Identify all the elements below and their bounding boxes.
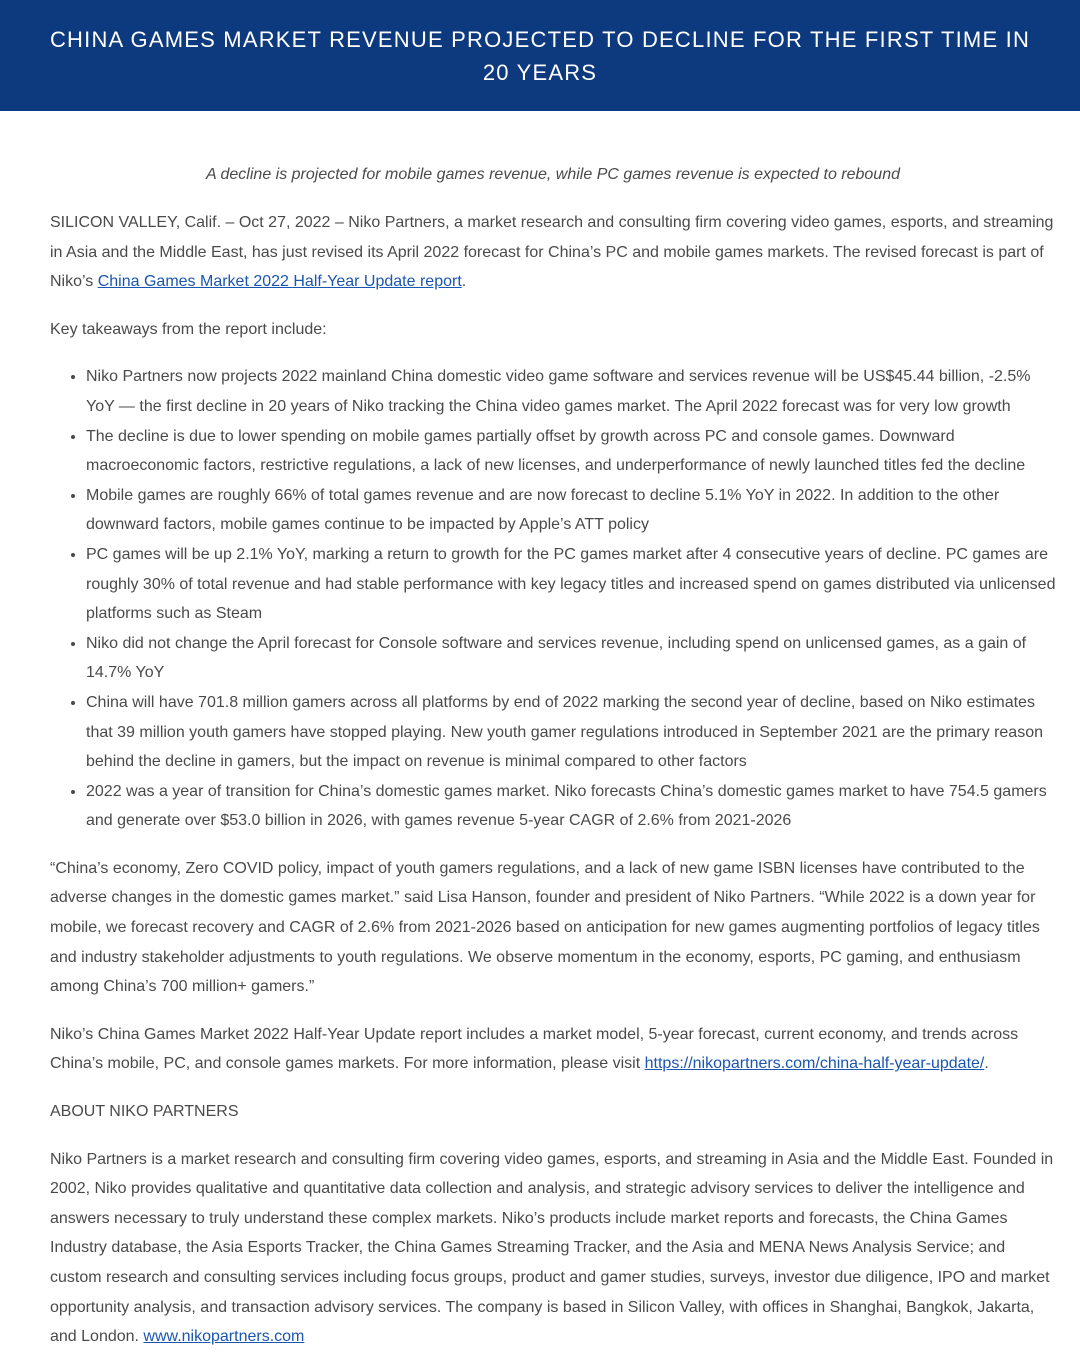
list-item: • PC games will be up 2.1% YoY, marking a return to growth for the PC games market after 4 consecutive years of decline. PC games are roughly 30% of total revenue and had stable performance with key legacy titles and increased spend on games distributed via unlicensed platforms such as Steam xyxy=(86,540,1056,629)
article-body xyxy=(50,160,1056,1370)
report-info-text: Niko’s China Games Market 2022 Half-Year Update report includes a market model, 5-year forecast, current economy, and trends across China’s mobile, PC, and console games markets. For more information, please visit xyxy=(50,1025,1019,1073)
report-link[interactable]: China Games Market 2022 Half-Year Update report xyxy=(97,273,462,291)
about-heading: ABOUT NIKO PARTNERS xyxy=(50,1103,239,1121)
report-info-text-end: . xyxy=(984,1055,989,1073)
list-item: • Niko did not change the April forecast for Console software and services revenue, including spend on unlicensed games, as a gain of 14.7% YoY xyxy=(86,629,1056,688)
list-item: • The decline is due to lower spending on mobile games partially offset by growth across PC and console games. Downward macroeconomic factors, restrictive regulations, a lack of new licenses, and underperformance of newly launched titles fed the decline xyxy=(86,422,1056,481)
list-item: • Niko Partners now projects 2022 mainland China domestic video game software and services revenue will be US$45.44 billion, -2.5% YoY — the first decline in 20 years of Niko tracking the China video games market. The April 2022 forecast was for very low growth xyxy=(86,362,1056,421)
list-item: • China will have 701.8 million gamers across all platforms by end of 2022 marking the second year of decline, based on Niko estimates that 39 million youth gamers have stopped playing. New youth gamer regulations introduced in September 2021 are the primary reason behind the decline in gamers, but the impact on revenue is minimal compared to other factors xyxy=(86,688,1056,777)
half-year-update-link[interactable]: https://nikopartners.com/china-half-year-update/ xyxy=(644,1055,985,1073)
about-text: Niko Partners is a market research and consulting firm covering video games, esports, and streaming in Asia and the Middle East. Founded in 2002, Niko provides qualitative and quantitative data collection and analysis, and strategic advisory services to deliver the intelligence and answers necessary to truly understand these complex markets. Niko’s products include market reports and forecasts, the China Games Industry database, the Asia Esports Tracker, the China Games Streaming Tracker, and the Asia and MENA News Analysis Service; and custom research and consulting services including focus groups, product and gamer studies, surveys, investor due diligence, IPO and market opportunity analysis, and transaction advisory services. The company is based in Silicon Valley, with offices in Shanghai, Bangkok, Jakarta, and London. xyxy=(50,1150,1054,1346)
website-link[interactable]: www.nikopartners.com xyxy=(143,1328,305,1346)
page-title: CHINA GAMES MARKET REVENUE PROJECTED TO DECLINE FOR THE FIRST TIME IN 20 YEARS xyxy=(49,26,1031,85)
report-info-paragraph xyxy=(50,1020,1056,1079)
takeaways-heading: Key takeaways from the report include: xyxy=(50,320,327,338)
about-paragraph xyxy=(50,1145,1056,1352)
takeaways-list xyxy=(50,362,1056,836)
intro-paragraph xyxy=(50,208,1056,297)
header-banner xyxy=(0,0,1080,111)
article-subtitle: A decline is projected for mobile games revenue, while PC games revenue is expected to rebound xyxy=(205,166,900,183)
intro-text: SILICON VALLEY, Calif. – Oct 27, 2022 – Niko Partners, a market research and consulting firm covering video games, esports, and streaming in Asia and the Middle East, has just revised its April 2022 forecast for China’s PC and mobile games markets. The revised forecast is part of Niko’s xyxy=(50,214,1054,291)
quote-paragraph: “China’s economy, Zero COVID policy, impact of youth gamers regulations, and a lack of new game ISBN licenses have contributed to the adverse changes in the domestic games market.” said Lisa Hanson, founder and president of Niko Partners. “While 2022 is a down year for mobile, we forecast recovery and CAGR of 2.6% from 2021-2026 based on anticipation for new games augmenting portfolios of legacy titles and industry stakeholder adjustments to youth regulations. We observe momentum in the economy, esports, PC gaming, and enthusiasm among China’s 700 million+ gamers.” xyxy=(50,859,1040,996)
intro-text-end: . xyxy=(461,273,467,291)
list-item: • Mobile games are roughly 66% of total games revenue and are now forecast to decline 5.1% YoY in 2022. In addition to the other downward factors, mobile games continue to be impacted by Apple’s ATT policy xyxy=(86,481,1056,540)
list-item: • 2022 was a year of transition for China’s domestic games market. Niko forecasts China’s domestic games market to have 754.5 gamers and generate over $53.0 billion in 2026, with games revenue 5-year CAGR of 2.6% from 2021-2026 xyxy=(86,777,1056,836)
